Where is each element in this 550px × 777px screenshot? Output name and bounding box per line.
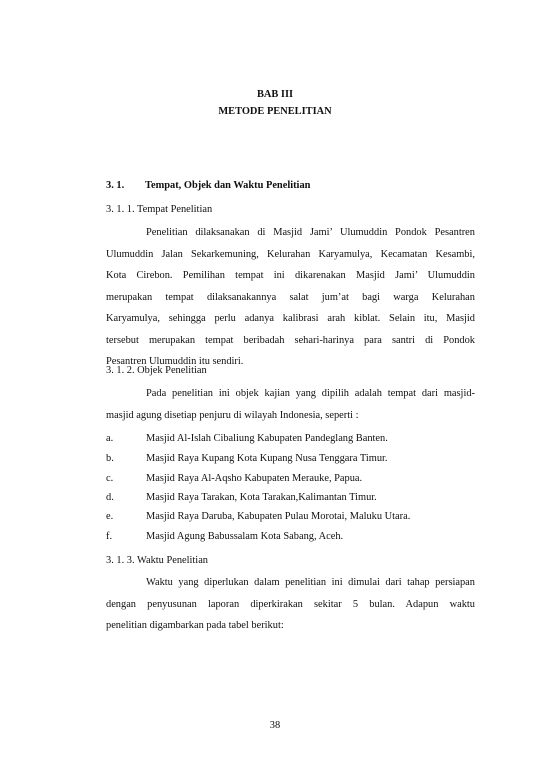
list-item [106,492,377,503]
paragraph-line: Pada penelitian ini objek kajian yang dipilih adalah tempat dari masjid- [146,388,475,399]
section-heading [106,180,475,191]
paragraph-line: tersebut merupakan tempat beribadah sehari-harinya para santri di Pondok [106,334,475,346]
page-number: 38 [269,720,281,731]
paragraph-line: Pesantren Ulumuddin itu sendiri. [106,356,244,367]
list-letter: a. [106,433,114,444]
list-item [106,531,343,542]
list-item [106,511,410,522]
list-text: Masjid Al-Islah Cibaliung Kabupaten Pandeglang Banten. [146,433,388,444]
list-text: Masjid Raya Kupang Kota Kupang Nusa Tenggara Timur. [146,453,388,464]
list-letter: e. [106,511,114,522]
list-text: Masjid Raya Tarakan, Kota Tarakan,Kalimantan Timur. [146,492,377,503]
paragraph-line: penelitian digambarkan pada tabel berikut: [106,620,284,631]
section-title: Tempat, Objek dan Waktu Penelitian [145,180,311,191]
chapter-number: BAB III [256,89,294,100]
list-letter: d. [106,492,114,503]
list-text: Masjid Raya Daruba, Kabupaten Pulau Morotai, Maluku Utara. [146,511,411,522]
paragraph-line: Kota Cirebon. Pemilihan tempat ini dikarenakan Masjid Jami’ Ulumuddin [106,270,475,281]
list-letter: f. [106,531,113,542]
paragraph-line: Waktu yang diperlukan dalam penelitian ini dimulai dari tahap persiapan [146,577,475,588]
list-text: Masjid Agung Babussalam Kota Sabang, Aceh. [146,531,344,542]
paragraph-line: dengan penyusunan laporan diperkirakan sekitar 5 bulan. Adapun waktu [106,598,475,610]
list-item [106,453,388,464]
section-number: 3. 1. [106,180,125,191]
list-text: Masjid Raya Al-Aqsho Kabupaten Merauke, Papua. [146,473,363,484]
paragraph-line: merupakan tempat dilaksanakannya salat jum’at bagi warga Kelurahan [106,291,475,303]
paragraph-line: Penelitian dilaksanakan di Masjid Jami’ Ulumuddin Pondok Pesantren [146,227,475,238]
paragraph-tempat [106,222,475,373]
list-item [106,433,388,444]
list-item [106,473,362,484]
subsection-heading-tempat: 3. 1. 1. Tempat Penelitian [106,204,213,215]
paragraph-line: Ulumuddin Jalan Sekarkemuning, Kelurahan Karyamulya, Kecamatan Kesambi, [106,248,475,260]
subsection-heading-objek: 3. 1. 2. Objek Penelitian [106,365,207,376]
chapter-title: METODE PENELITIAN [218,106,332,117]
paragraph-line: masjid agung disetiap penjuru di wilayah Indonesia, seperti : [106,409,359,421]
paragraph-objek [106,383,475,426]
paragraph-waktu [106,572,475,637]
paragraph-line: Karyamulya, sehingga perlu adanya kalibrasi arah kiblat. Selain itu, Masjid [106,313,475,324]
list-letter: b. [106,453,114,464]
list-letter: c. [106,473,114,484]
subsection-heading-waktu: 3. 1. 3. Waktu Penelitian [106,555,208,566]
